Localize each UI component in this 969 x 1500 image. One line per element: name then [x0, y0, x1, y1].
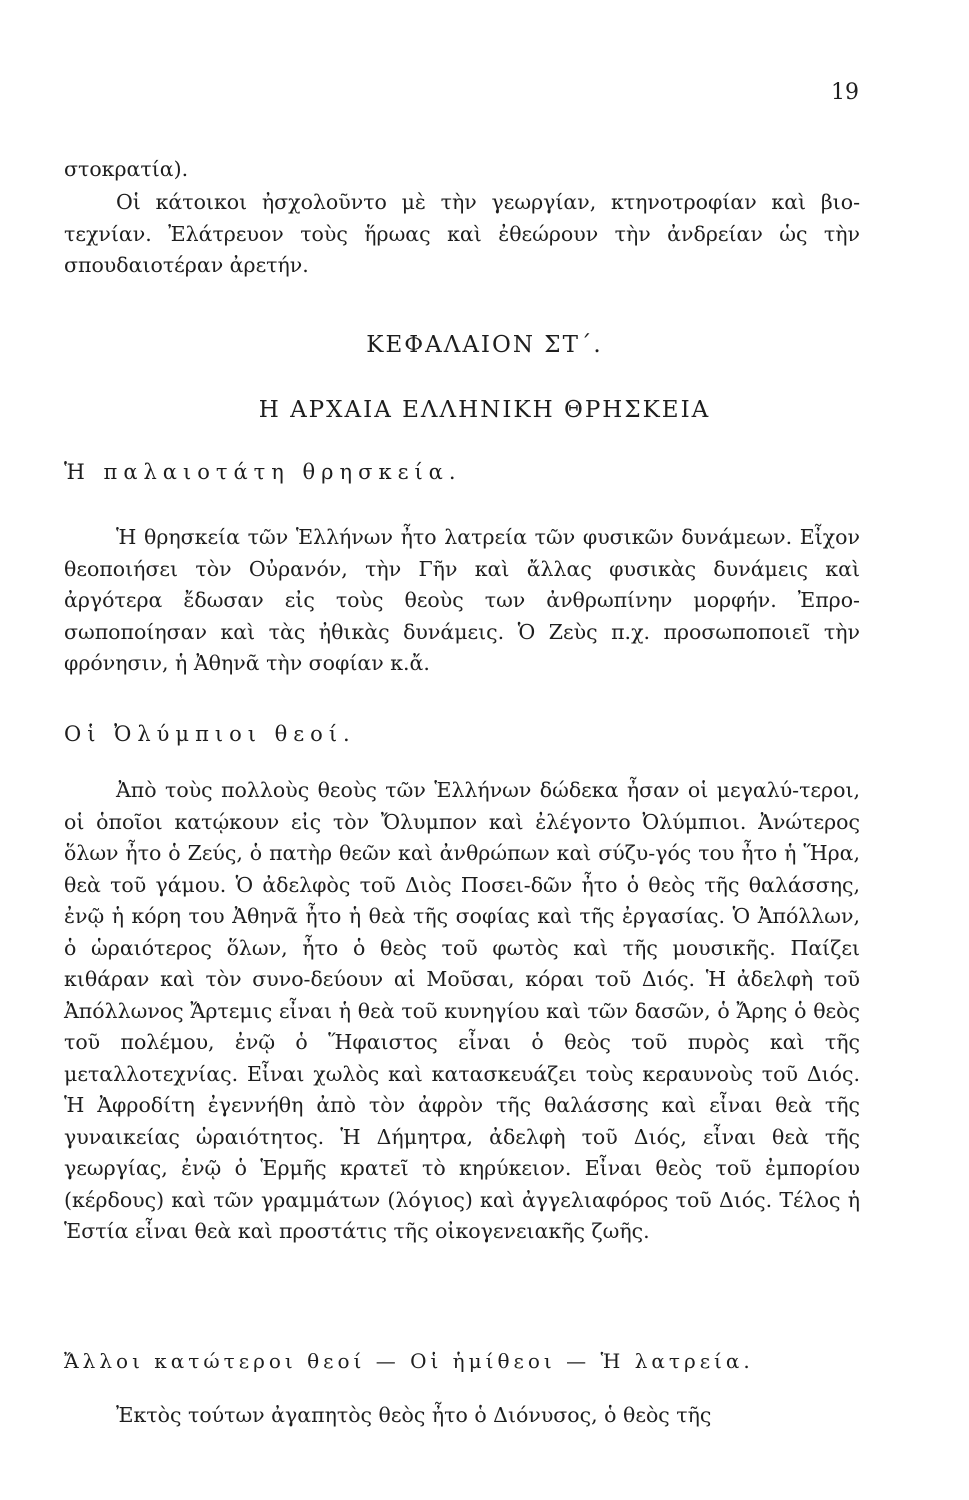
paragraph-text: στοκρατία).	[64, 157, 189, 181]
chapter-subtitle: Η ΑΡΧΑΙΑ ΕΛΛΗΝΙΚΗ ΘΡΗΣΚΕΙΑ	[258, 397, 711, 423]
section-heading: Ἡ παλαιοτάτη θρησκεία.	[64, 460, 462, 484]
page-number: 19	[831, 80, 859, 105]
paragraph-text: Ἡ θρησκεία τῶν Ἑλλήνων ἦτο λατρεία τῶν φυσικῶν δυνάμεων. Εἶχον θεοποιήσει τὸν Οὐρανόν, τὴν Γῆν καὶ ἄλλας φυσικὰς δυνάμεις καὶ ἀργότερα ἔδωσαν εἰς τοὺς θεοὺς των ἀνθρωπίνην μορφήν. Ἐπρο-σωποποίησαν καὶ τὰς ἠθικὰς δυνάμεις. Ὁ Ζεὺς π.χ. προσωποποιεῖ τὴν φρόνησιν, ἡ Ἀθηνᾶ τὴν σοφίαν κ.ἄ.	[64, 525, 860, 675]
paragraph-text: Οἱ κάτοικοι ἠσχολοῦντο μὲ τὴν γεωργίαν, κτηνοτροφίαν καὶ βιο-τεχνίαν. Ἐλάτρευον τοὺς ἥρωας καὶ ἐθεώρουν τὴν ἀνδρείαν ὡς τὴν σπουδαιοτέραν ἀρετήν.	[64, 190, 860, 277]
paragraph	[64, 1400, 860, 1432]
section-heading: Οἱ Ὀλύμπιοι θεοί.	[64, 722, 356, 746]
paragraph-text: Ἀπὸ τοὺς πολλοὺς θεοὺς τῶν Ἑλλήνων δώδεκα ἦσαν οἱ μεγαλύ-τεροι, οἱ ὁποῖοι κατῴκουν εἰς τὸν Ὄλυμπον καὶ ἐλέγοντο Ὀλύμπιοι. Ἀνώτερος ὅλων ἦτο ὁ Ζεύς, ὁ πατὴρ θεῶν καὶ ἀνθρώπων καὶ σύζυ-γός του ἦτο ἡ Ἥρα, θεὰ τοῦ γάμου. Ὁ ἀδελφὸς τοῦ Διὸς Ποσει-δῶν ἦτο ὁ θεὸς τῆς θαλάσσης, ἐνῷ ἡ κόρη του Ἀθηνᾶ ἦτο ἡ θεὰ τῆς σοφίας καὶ τῆς ἐργασίας. Ὁ Ἀπόλλων, ὁ ὡραιότερος ὅλων, ἦτο ὁ θεὸς τοῦ φωτὸς καὶ τῆς μουσικῆς. Παίζει κιθάραν καὶ τὸν συνο-δεύουν αἱ Μοῦσαι, κόραι τοῦ Διός. Ἡ ἀδελφὴ τοῦ Ἀπόλλωνος Ἄρτεμις εἶναι ἡ θεὰ τοῦ κυνηγίου καὶ τῶν δασῶν, ὁ Ἄρης ὁ θεὸς τοῦ πολέμου, ἐνῷ ὁ Ἥφαιστος εἶναι ὁ θεὸς τοῦ πυρὸς καὶ τῆς μεταλλοτεχνίας. Εἶναι χωλὸς καὶ κατασκευάζει τοὺς κεραυνοὺς τοῦ Διός. Ἡ Ἀφροδίτη ἐγεννήθη ἀπὸ τὸν ἀφρὸν τῆς θαλάσσης καὶ εἶναι θεὰ τῆς γυναικείας ὡραιότητος. Ἡ Δήμητρα, ἀδελφὴ τοῦ Διός, εἶναι θεὰ τῆς γεωργίας, ἐνῷ ὁ Ἑρμῆς κρατεῖ τὸ κηρύκειον. Εἶναι θεὸς τοῦ ἐμπορίου (κέρδους) καὶ τῶν γραμμάτων (λόγιος) καὶ ἀγγελιαφόρος τοῦ Διός. Τέλος ἡ Ἑστία εἶναι θεὰ καὶ προστάτις τῆς οἰκογενειακῆς ζωῆς.	[64, 778, 860, 1243]
paragraph	[64, 775, 860, 1248]
section-heading: Ἄλλοι κατώτεροι θεοί — Οἱ ἡμίθεοι — Ἡ λατρεία.	[64, 1349, 754, 1373]
paragraph-continuation	[64, 154, 860, 186]
paragraph	[64, 187, 860, 282]
paragraph	[64, 522, 860, 680]
paragraph-text: Ἐκτὸς τούτων ἀγαπητὸς θεὸς ἦτο ὁ Διόνυσος, ὁ θεὸς τῆς	[116, 1403, 712, 1427]
chapter-title: ΚΕΦΑΛΑΙΟΝ ΣΤ΄.	[366, 332, 603, 358]
